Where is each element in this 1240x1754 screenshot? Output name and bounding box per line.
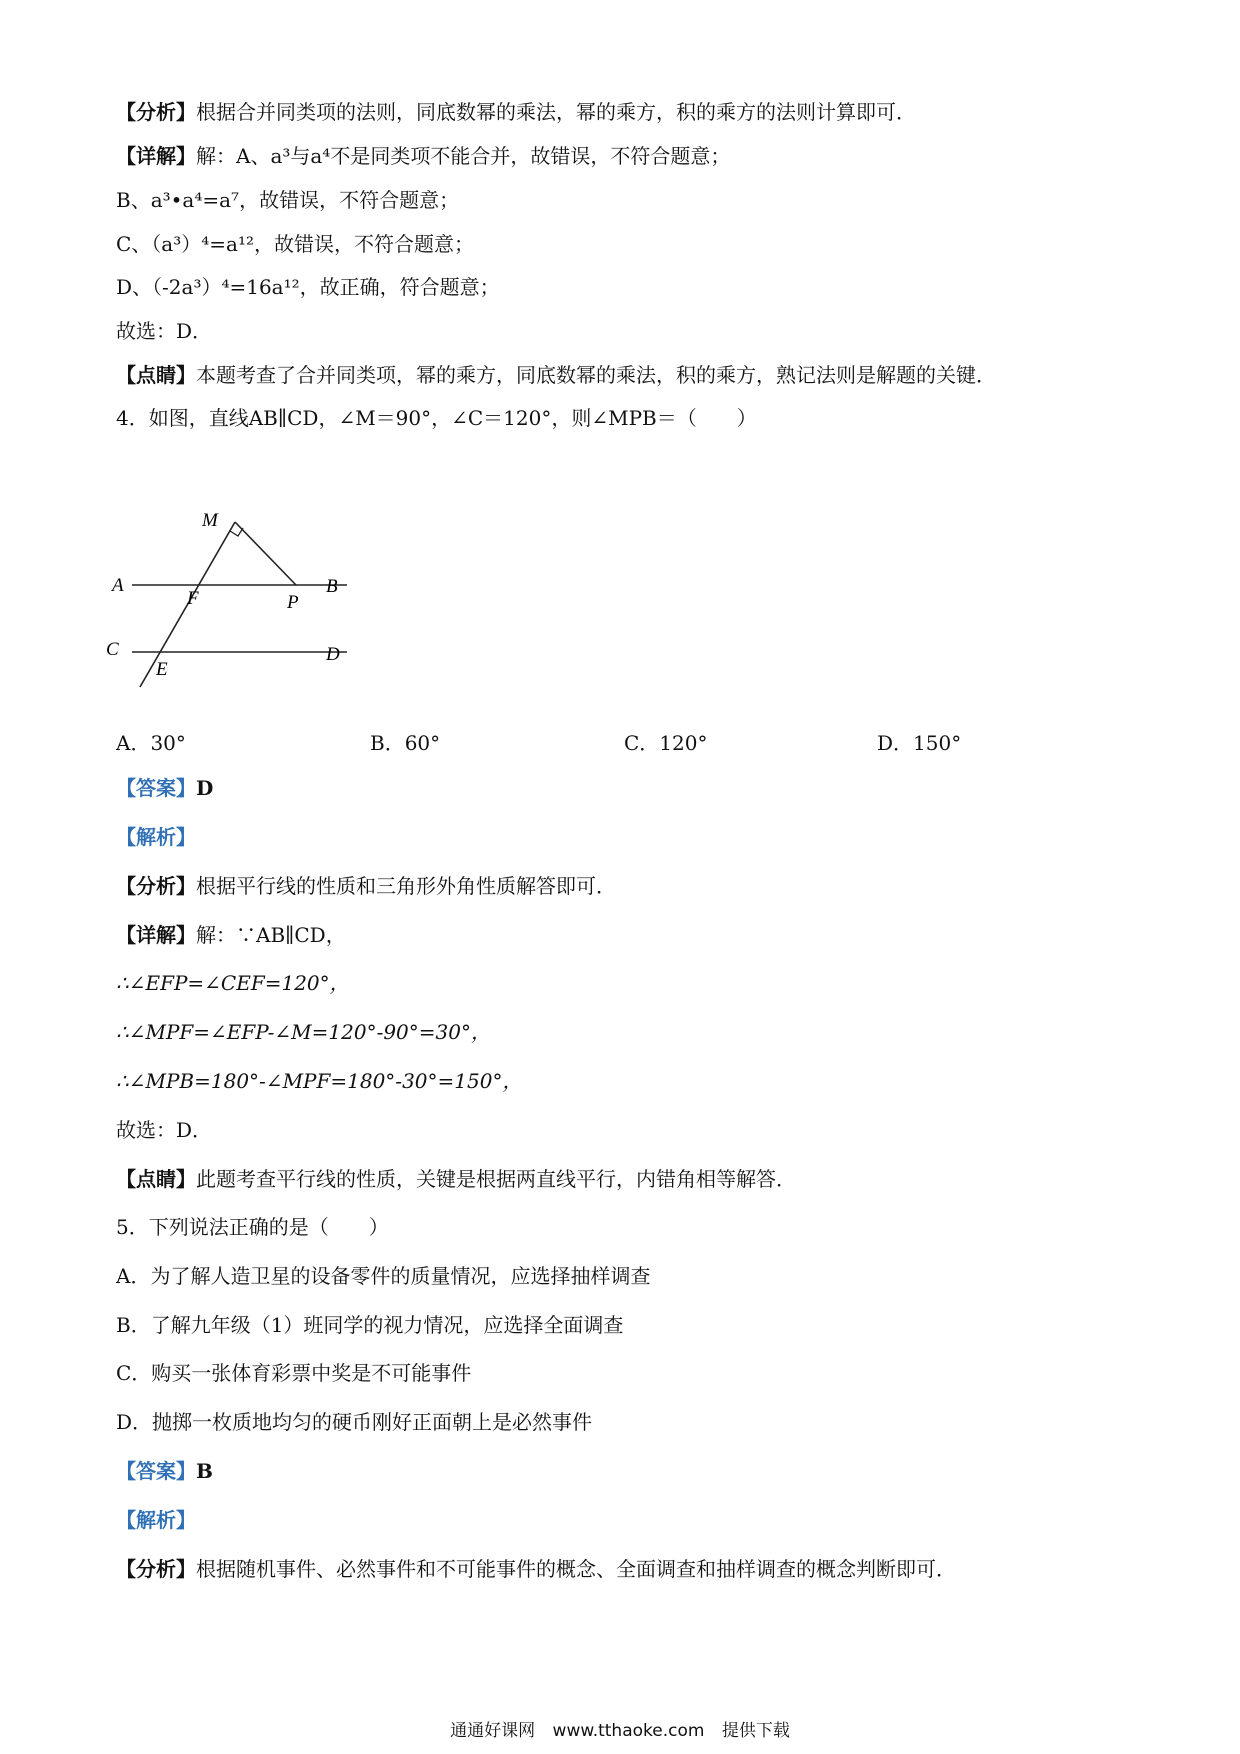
q5-option-b: B．了解九年级（1）班同学的视力情况，应选择全面调查 — [116, 1313, 624, 1337]
q4-stem: 4．如图，直线AB∥CD，∠M＝90°，∠C＝120°，则∠MPB＝（ ） — [116, 406, 757, 430]
label-c: C — [106, 639, 119, 660]
q4-option-d: D．150° — [877, 731, 962, 755]
label-d: D — [326, 644, 340, 665]
footer-site-name: 通通好课网 — [450, 1721, 536, 1741]
analysis-tag: 【分析】 — [116, 1557, 196, 1581]
label-p: P — [287, 592, 299, 613]
q5-analysis-line — [116, 1555, 956, 1583]
q4-comment-line — [116, 1165, 796, 1193]
analysis-text: 根据合并同类项的法则，同底数幂的乘法，幂的乘方，积的乘方的法则计算即可． — [196, 100, 916, 124]
q5-explain-tag — [116, 1506, 196, 1534]
label-b: B — [326, 576, 338, 597]
line-mp — [235, 522, 296, 585]
q3-line-b: B、a³•a⁴=a⁷，故错误，不符合题意； — [116, 188, 460, 212]
detail-text: 解：∵AB∥CD， — [196, 923, 346, 947]
q4-choose: 故选：D． — [116, 1118, 213, 1142]
q4-option-c: C．120° — [624, 731, 708, 755]
analysis-text: 根据平行线的性质和三角形外角性质解答即可． — [196, 874, 616, 898]
q5-stem: 5．下列说法正确的是（ ） — [116, 1215, 389, 1239]
answer-tag: 【答案】 — [116, 776, 196, 800]
comment-tag: 【点睛】 — [116, 363, 196, 387]
footer-note: 提供下载 — [721, 1721, 790, 1741]
q3-comment-line — [116, 361, 996, 389]
q4-geometry-figure — [106, 500, 392, 700]
label-a: A — [112, 575, 124, 596]
detail-tag: 【详解】 — [116, 144, 196, 168]
analysis-tag: 【分析】 — [116, 874, 196, 898]
analysis-tag: 【分析】 — [116, 100, 196, 124]
q5-option-d: D．抛掷一枚质地均匀的硬币刚好正面朝上是必然事件 — [116, 1410, 593, 1434]
comment-tag: 【点睛】 — [116, 1167, 196, 1191]
q4-analysis-line — [116, 872, 616, 900]
answer-tag: 【答案】 — [116, 1459, 196, 1483]
q4-detail-line — [116, 921, 346, 949]
detail-text: 解：A、a³与a⁴不是同类项不能合并，故错误，不符合题意； — [196, 144, 731, 168]
answer-value: B — [196, 1459, 213, 1483]
q5-answer-line — [116, 1457, 213, 1485]
q3-line-c: C、（a³）⁴=a¹²，故错误，不符合题意； — [116, 232, 474, 256]
label-f: F — [187, 588, 199, 609]
q4-answer-line — [116, 774, 213, 802]
q4-explain-tag — [116, 823, 196, 851]
explain-tag: 【解析】 — [116, 825, 196, 849]
detail-tag: 【详解】 — [116, 923, 196, 947]
explain-tag: 【解析】 — [116, 1508, 196, 1532]
q4-step-3: ∴∠MPB=180°-∠MPF=180°-30°=150°， — [116, 1069, 523, 1093]
q4-option-b: B．60° — [370, 731, 441, 755]
q4-option-a: A．30° — [116, 731, 186, 755]
q4-step-2: ∴∠MPF=∠EFP-∠M=120°-90°=30°， — [116, 1020, 491, 1044]
comment-text: 本题考查了合并同类项，幂的乘方，同底数幂的乘法，积的乘方，熟记法则是解题的关键． — [196, 363, 996, 387]
q3-line-d: D、（-2a³）⁴=16a¹²，故正确，符合题意； — [116, 275, 500, 299]
q3-detail-line — [116, 142, 730, 170]
page-footer — [0, 1716, 1240, 1741]
answer-value: D — [196, 776, 214, 800]
comment-text: 此题考查平行线的性质，关键是根据两直线平行，内错角相等解答． — [196, 1167, 796, 1191]
analysis-text: 根据随机事件、必然事件和不可能事件的概念、全面调查和抽样调查的概念判断即可． — [196, 1557, 956, 1581]
q4-step-1: ∴∠EFP=∠CEF=120°， — [116, 971, 350, 995]
q3-analysis-line — [116, 98, 916, 126]
q5-option-c: C．购买一张体育彩票中奖是不可能事件 — [116, 1361, 472, 1385]
q3-choose: 故选：D． — [116, 319, 213, 343]
label-m: M — [202, 510, 218, 531]
q5-option-a: A．为了解人造卫星的设备零件的质量情况，应选择抽样调查 — [116, 1264, 651, 1288]
label-e: E — [156, 659, 168, 680]
footer-url[interactable]: www.tthaoke.com — [552, 1721, 705, 1741]
